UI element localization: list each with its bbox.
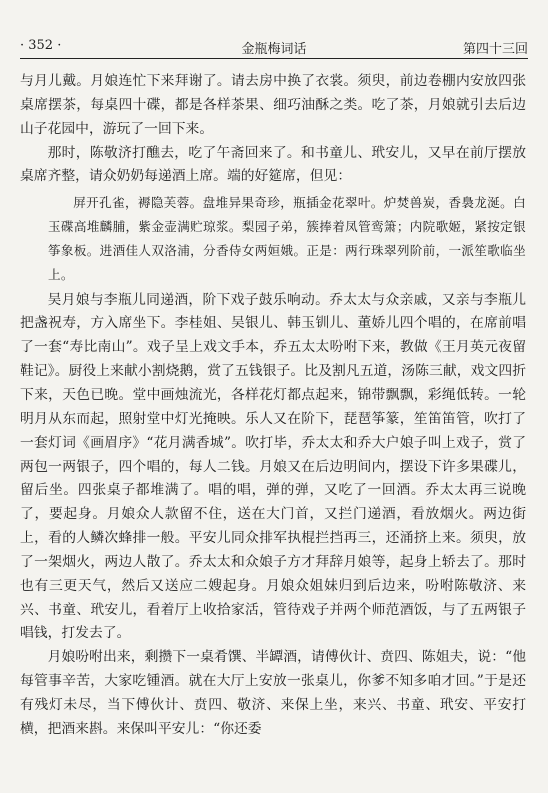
page-number: · 352 · <box>20 38 62 53</box>
chapter-title: 第四十三回 <box>462 42 528 57</box>
running-header <box>20 36 528 59</box>
paragraph: 那时，陈敬济打醮去，吃了午斋回来了。和书童儿、玳安儿，又早在前厅摆放桌席齐整，请众奶奶每递酒上席。端的好筵席，但见： <box>20 144 526 185</box>
book-title: 金瓶梅词话 <box>241 42 307 57</box>
paragraph: 吴月娘与李瓶儿同递酒，阶下戏子鼓乐响动。乔太太与众亲戚，又亲与李瓶儿把盏祝寿，方入席坐下。李桂姐、吴银儿、韩玉钏儿、董娇儿四个唱的，在席前唱了一套“寿比南山”。戏子呈上戏文手本，乔五太太吩咐下来，教做《王月英元夜留鞋记》。厨役上来献小割烧鹅，赏了五钱银子。比及割凡五道，汤陈三献，戏文四折下来，天色已晚。堂中画烛流光，各样花灯都点起来，锦带飘飘，彩绳低转。一轮明月从东而起，照射堂中灯光掩映。乐人又在阶下，琵琶筝篆，笙笛笛管，吹打了一套灯词《画眉序》“花月满香城”。吹打毕，乔太太和乔大户娘子叫上戏子，赏了两包一两银子，四个唱的，每人二钱。月娘又在后边明间内，摆设下许多果碟儿，留后坐。四张桌子都堆满了。唱的唱，弹的弹，又吃了一回酒。乔太太再三说晚了，要起身。月娘众人款留不住，送在大门首，又拦门递酒，看放烟火。两边街上，看的人鳞次蜂排一般。平安儿同众排军执棍拦挡再三，还涌挤上来。须臾，放了一架烟火，两边人散了。乔太太和众娘子方才拜辞月娘等，起身上轿去了。那时也有三更天气，然后又送应二嫂起身。月娘众姐妹归到后边来，吩咐陈敬济、来兴、书童、玳安儿，看着厅上收拾家活，管待戏子并两个师范酒饭，与了五两银子唱钱，打发去了。 <box>20 291 526 642</box>
paragraph: 月娘吩咐出来，剩攒下一桌肴馔、半罈酒，请傅伙计、贲四、陈姐夫，说：“他每管事辛苦，大家吃锺酒。就在大厅上安放一张桌儿，你爹不知多咱才回。”于是还有残灯未尽，当下傅伙计、贲四、敬济、来保上坐，来兴、书童、玳安、平安打横，把酒来斟。来保叫平安儿：“你还委 <box>20 649 526 737</box>
paragraph: 与月儿戴。月娘连忙下来拜谢了。请去房中换了衣裳。须臾，前边卷棚内安放四张桌席摆茶，每桌四十碟，都是各样茶果、细巧油酥之类。吃了茶，月娘就引去后边山子花园中，游玩了一回下来。 <box>20 73 526 137</box>
verse-passage: 屏开孔雀，褥隐芙蓉。盘堆异果奇珍，瓶插金花翠叶。炉焚兽炭，香裊龙涎。白玉碟高堆麟脯，紫金壶满贮琼浆。梨园子弟，簇捧着凤管鸾箫；内院歌姬，紧按定银筝象板。进酒佳人双洛浦，分香侍女两姮娥。正是：两行珠翠列阶前，一派笙歌临坐上。 <box>48 195 526 282</box>
body-text <box>20 70 526 742</box>
